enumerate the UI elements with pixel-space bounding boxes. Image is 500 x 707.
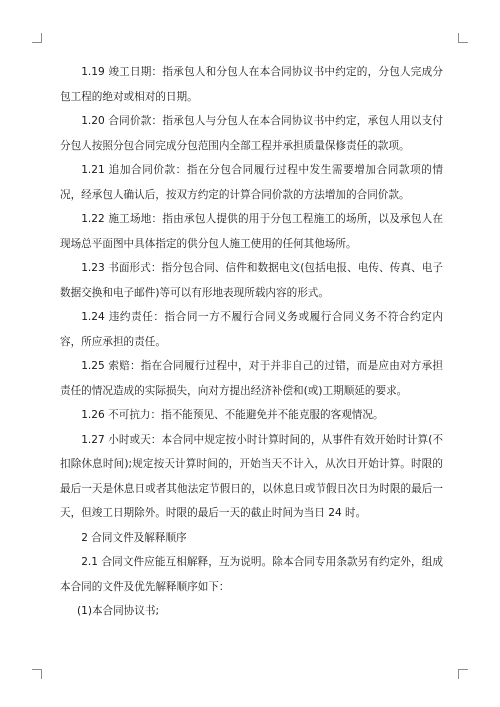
clause-1-22: 1.22 施工场地：指由承包人提供的用于分包工程施工的场所，以及承包人在现场总平面图中具体指定的供分包人施工使用的任何其他场所。 — [60, 213, 443, 250]
clause-2-1: 2.1 合同文件应能互相解释，互为说明。除本合同专用条款另有约定外，组成本合同的文件及优先解释顺序如下： — [60, 556, 443, 593]
clause-1-21: 1.21 追加合同价款：指在分包合同履行过程中发生需要增加合同款项的情况，经承包人确认后，按双方约定的计算合同价款的方法增加的合同价款。 — [60, 164, 443, 201]
crop-mark-top-left — [32, 33, 42, 43]
clause-1-23: 1.23 书面形式：指分包合同、信件和数据电文(包括电报、电传、传真、电子数据交换和电子邮件)等可以有形地表现所载内容的形式。 — [60, 262, 443, 299]
clause-1-26: 1.26 不可抗力：指不能预见、不能避免并不能克服的客观情况。 — [81, 409, 384, 421]
crop-mark-bottom-left — [32, 669, 42, 679]
crop-mark-bottom-right — [458, 669, 468, 679]
section-2-heading: 2 合同文件及解释顺序 — [81, 531, 187, 544]
clause-1-27: 1.27 小时或天：本合同中规定按小时计算时间的，从事件有效开始时计算(不扣除休息时间);规定按天计算时间的，开始当天不计入，从次日开始计算。时限的最后一天是休息日或者其他法定节假日的，以休息日或节假日次日为时限的最后一天，但竣工日期除外。时限的最后一天的截止时间为当日 24 时。 — [60, 433, 443, 519]
crop-mark-top-right — [458, 33, 468, 43]
clause-1-25: 1.25 索赔：指在合同履行过程中，对于并非自己的过错，而是应由对方承担责任的情况造成的实际损失，向对方提出经济补偿和(或)工期顺延的要求。 — [60, 360, 443, 397]
clause-1-20: 1.20 合同价款：指承包人与分包人在本合同协议书中约定，承包人用以支付分包人按照分包合同完成分包范围内全部工程并承担质量保修责任的款项。 — [60, 115, 443, 152]
document-body — [60, 60, 443, 624]
clause-1-24: 1.24 违约责任：指合同一方不履行合同义务或履行合同义务不符合约定内容，所应承担的责任。 — [60, 311, 443, 348]
list-item-1: (1)本合同协议书; — [76, 605, 160, 617]
clause-1-19: 1.19 竣工日期：指承包人和分包人在本合同协议书中约定的，分包人完成分包工程的绝对或相对的日期。 — [60, 66, 443, 103]
